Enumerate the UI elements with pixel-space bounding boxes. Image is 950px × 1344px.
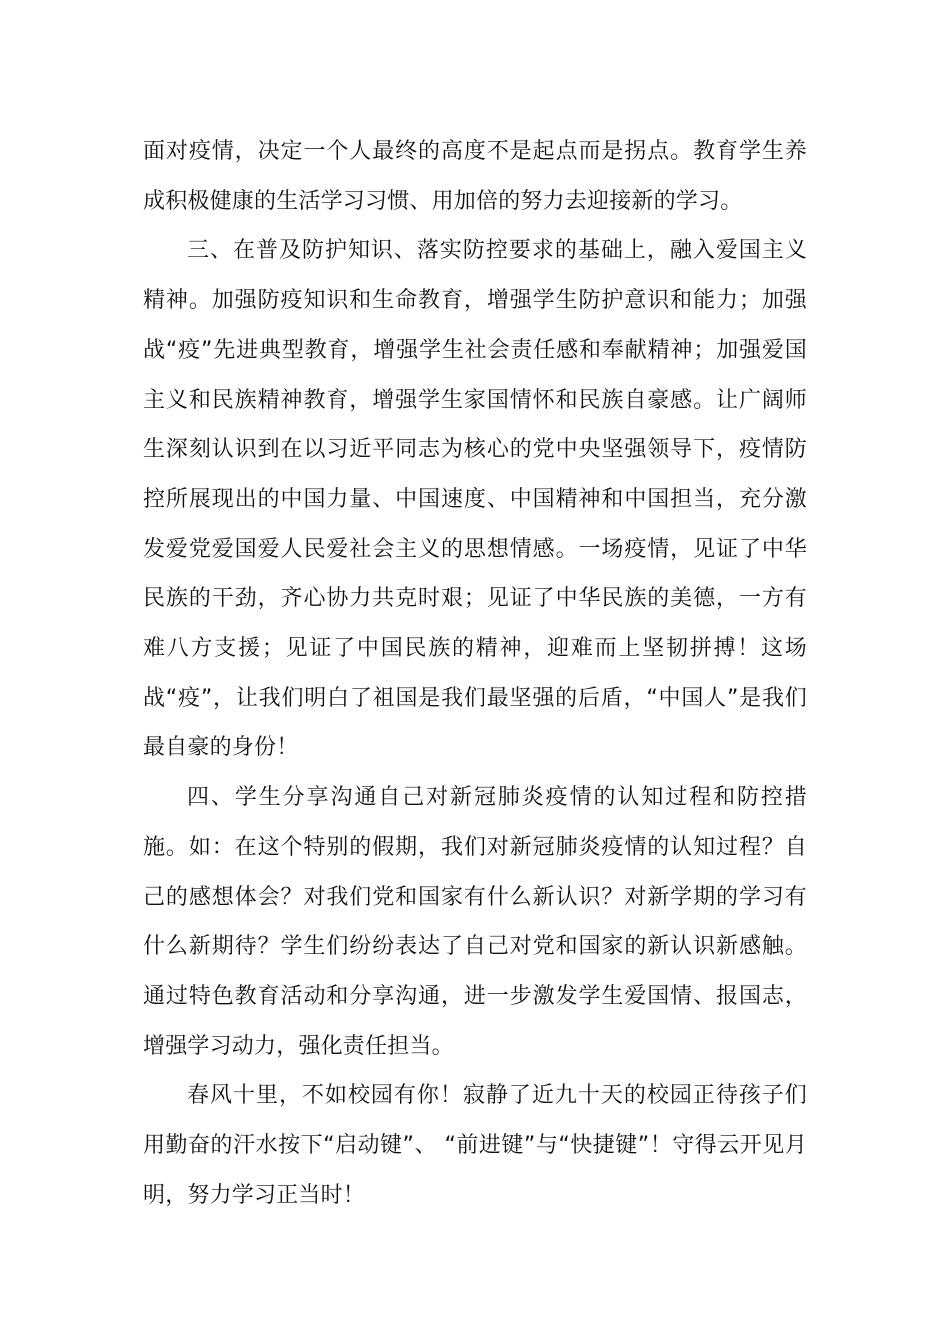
paragraph-intro-continuation: 面对疫情，决定一个人最终的高度不是起点而是拐点。教育学生养成积极健康的生活学习习惯、用加倍的努力去迎接新的学习。 (143, 139, 807, 214)
paragraph-section-four: 四、学生分享沟通自己对新冠肺炎疫情的认知过程和防控措施。如：在这个特别的假期，我们对新冠肺炎疫情的认知过程？自己的感想体会？对我们党和国家有什么新认识？对新学期的学习有什么新期待？学生们纷纷表达了自己对党和国家的新认识新感触。通过特色教育活动和分享沟通，进一步激发学生爱国情、报国志，增强学习动力，强化责任担当。 (143, 785, 807, 1059)
paragraph-closing: 春风十里，不如校园有你！寂静了近九十天的校园正待孩子们用勤奋的汗水按下“启动键”、 “前进键”与“快捷键”！守得云开见月明，努力学习正当时！ (143, 1083, 807, 1208)
document-body (143, 127, 807, 1220)
paragraph-section-three: 三、在普及防护知识、落实防控要求的基础上，融入爱国主义精神。加强防疫知识和生命教育，增强学生防护意识和能力；加强战“疫”先进典型教育，增强学生社会责任感和奉献精神；加强爱国主义和民族精神教育，增强学生家国情怀和民族自豪感。让广阔师生深刻认识到在以习近平同志为核心的党中央坚强领导下，疫情防控所展现出的中国力量、中国速度、中国精神和中国担当，充分激发爱党爱国爱人民爱社会主义的思想情感。一场疫情，见证了中华民族的干劲，齐心协力共克时艰；见证了中华民族的美德，一方有难八方支援；见证了中国民族的精神，迎难而上坚韧拼搏！这场战“疫”，让我们明白了祖国是我们最坚强的后盾，“中国人”是我们最自豪的身份！ (143, 238, 807, 761)
